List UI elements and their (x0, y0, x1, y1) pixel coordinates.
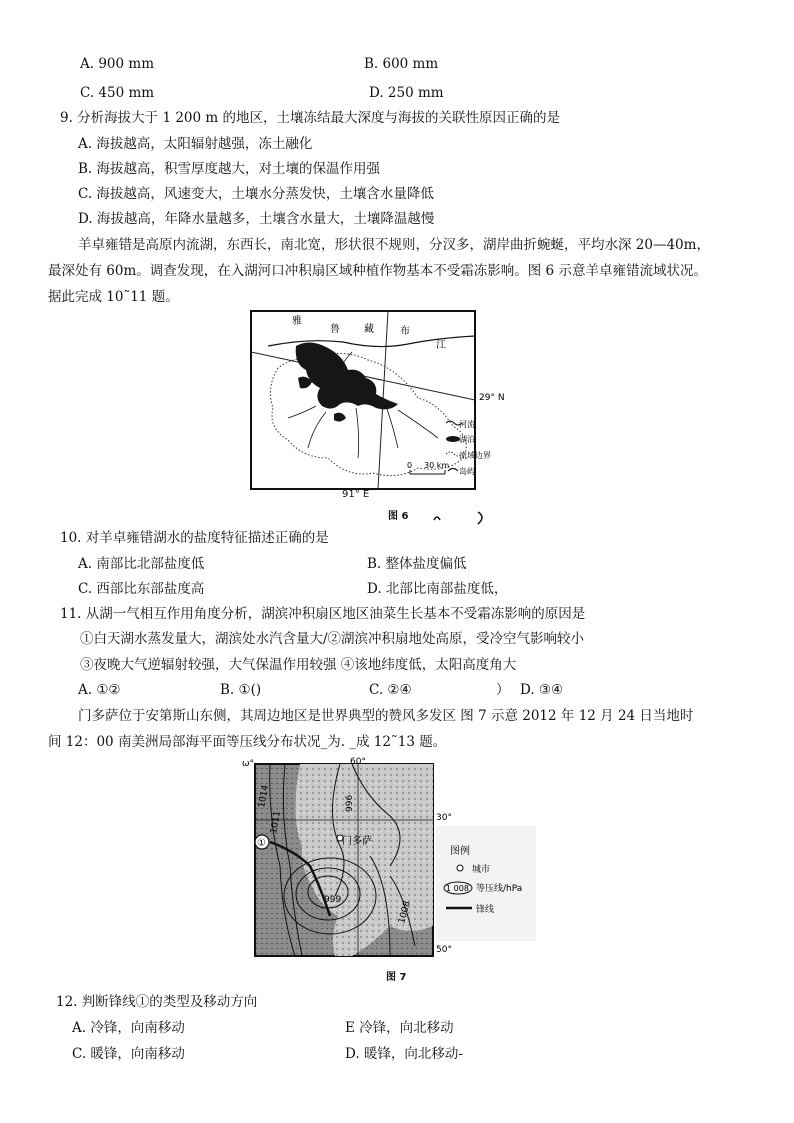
q12-stem: 12. 判断锋线①的类型及移动方向 (56, 994, 258, 1010)
q12-option-a: A. 冷锋，向南移动 (72, 1020, 185, 1036)
q10-option-c: C. 西部比东部盐度高 (78, 581, 205, 597)
q10-option-b: B. 整体盐度偏低 (367, 556, 467, 572)
river-label-4: 布 (400, 326, 410, 337)
isobar-value-1011: 1011 (269, 810, 283, 835)
front-number: ① (257, 838, 266, 849)
figure-6-map (248, 308, 505, 498)
legend-island: 岛屿 (459, 467, 475, 476)
figure-7-caption: 图 7 (386, 972, 407, 983)
longitude-60-label: 60° (350, 757, 366, 767)
q10-stem: 10. 对羊卓雍错湖水的盐度特征描述正确的是 (60, 530, 329, 546)
q9-option-c: C. 海拔越高，风速变大，土壤水分蒸发快，土壤含水量降低 (78, 186, 434, 202)
isobar-value-999: 999 (324, 895, 342, 905)
city-label-mendoza: 门多萨 (342, 836, 372, 847)
figure-6-caption: 图 6 (388, 511, 409, 522)
q9-stem: 9. 分析海拔大于 1 200 m 的地区，土壤冻结最大深度与海拔的关联性原因正确的是 (60, 110, 560, 126)
q8-option-d: D. 250 mm (369, 85, 444, 101)
legend-lake: 湖泊 (459, 435, 475, 444)
legend-isobar: 等压线/hPa (476, 884, 523, 894)
legend-isobar-value: 1 008 (446, 884, 469, 893)
q11-option-d: D. ③④ (520, 682, 564, 698)
legend-front: 锋线 (476, 905, 495, 915)
q11-statement-3-4: ③夜晚大气逆辐射较强，大气保温作用较强 ④该地纬度低，太阳高度角大 (80, 657, 517, 673)
passage2-line2: 间 12：00 南美洲局部海平面等压线分布状况_为. _成 12˜13 题。 (48, 734, 447, 750)
legend-boundary: 流域边界 (459, 451, 491, 460)
legend-title: 图例 (450, 846, 470, 857)
q11-option-b: B. ①() (220, 682, 262, 698)
scale-zero: 0 (407, 461, 413, 470)
q11-option-c: C. ②④ (369, 682, 412, 698)
river-label-1: 雅 (292, 316, 302, 327)
river-label-3: 藏 (364, 324, 374, 335)
figure-7-map (240, 756, 540, 961)
legend-city: 城市 (472, 865, 491, 875)
q12-option-d: D. 暖锋，向北移动- (345, 1046, 463, 1062)
isobar-value-1014: 1014 (257, 784, 271, 809)
q10-option-a: A. 南部比北部盐度低 (78, 556, 205, 572)
q9-option-d: D. 海拔越高，年降水量越多，土壤含水量大，土壤降温越慢 (78, 211, 435, 227)
passage1-line3: 据此完成 10˜11 题。 (48, 289, 179, 305)
isobar-value-1008: 1008 (397, 900, 413, 925)
q12-option-c: C. 暖锋，向南移动 (72, 1046, 185, 1062)
river-label-2: 鲁 (330, 324, 340, 335)
latitude-label: 29° N (479, 393, 505, 403)
q9-option-b: B. 海拔越高，积雪厚度越大，对土壤的保温作用强 (78, 161, 381, 177)
passage2-line1: 门多萨位于安第斯山东侧，其周边地区是世界典型的赞风多发区 图 7 示意 2012 年 12 月 24 日当地时 (78, 708, 694, 724)
q8-option-c: C. 450 mm (80, 85, 155, 101)
latitude-50-label: 50° (436, 945, 452, 955)
q8-option-a: A. 900 mm (80, 56, 154, 72)
q9-option-a: A. 海拔越高，太阳辐射越强，冻土融化 (78, 136, 313, 152)
longitude-label: 91° E (342, 489, 370, 500)
isobar-value-996: 996 (345, 794, 355, 812)
legend-river: 河流 (459, 420, 475, 429)
scale-end: 30 km (424, 461, 450, 470)
stray-marks (430, 510, 490, 524)
river-label-5: 江 (436, 340, 446, 351)
passage1-line2: 最深处有 60m。调查发现，在入湖河口冲积扇区域种植作物基本不受霜冻影响。图 6 示意羊卓雍错流域状况。 (48, 263, 707, 279)
q11-option-a: A. ①② (78, 682, 121, 698)
top-left-label: ω° (242, 759, 255, 769)
passage1-line1: 羊卓雍错是高原内流湖，东西长，南北宽，形状很不规则，分汊多，湖岸曲折蜿蜒，平均水深 20—40m， (78, 237, 710, 253)
q11-statement-1-2: ①白天湖水蒸发量大，湖滨处水汽含量大/②湖滨冲积扇地处高原，受冷空气影响较小 (80, 631, 585, 647)
q11-paren: ） (496, 682, 510, 698)
fig7-legend (436, 826, 536, 941)
q10-option-d: D. 北部比南部盐度低， (367, 581, 508, 597)
q11-stem: 11. 从湖一气相互作用角度分析，湖滨冲积扇区地区油菜生长基本不受霜冻影响的原因是 (60, 606, 586, 622)
q12-option-b: E 冷锋，向北移动 (345, 1020, 454, 1036)
latitude-30-label: 30° (436, 813, 452, 823)
q8-option-b: B. 600 mm (364, 56, 439, 72)
